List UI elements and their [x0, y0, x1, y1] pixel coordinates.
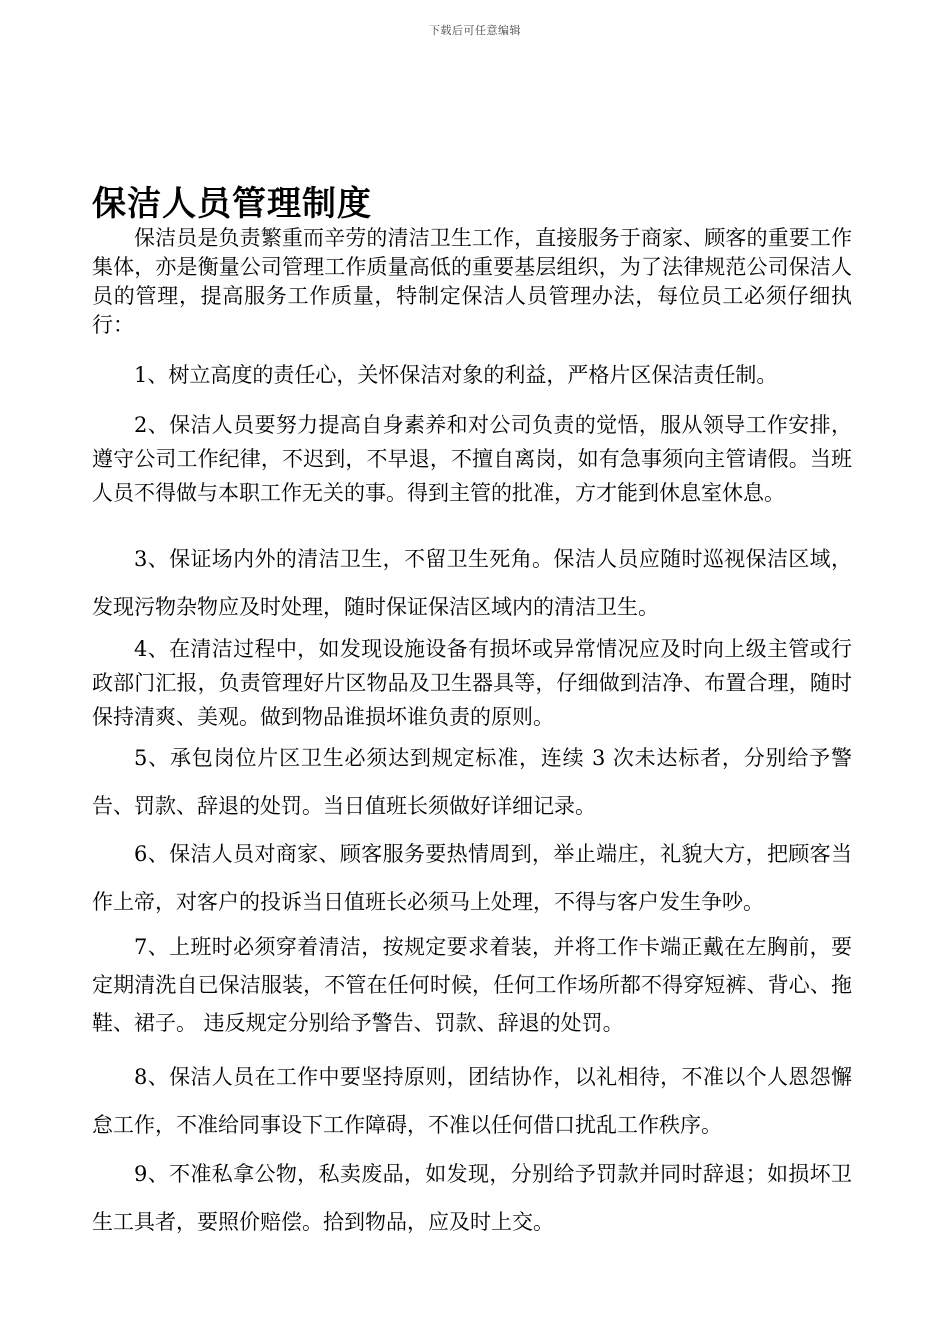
rule-item-8: 8、保洁人员在工作中要坚持原则，团结协作，以礼相待，不准以个人恩怨懈怠工作，不准给同事设下工作障碍，不准以任何借口扰乱工作秩序。: [92, 1065, 852, 1137]
document-title: 保洁人员管理制度: [92, 184, 372, 224]
rule-item-3: 3、保证场内外的清洁卫生，不留卫生死角。保洁人员应随时巡视保洁区域，发现污物杂物应及时处理，随时保证保洁区域内的清洁卫生。: [92, 547, 852, 619]
rule-item-2: 2、保洁人员要努力提高自身素养和对公司负责的觉悟，服从领导工作安排，遵守公司工作纪律，不迟到，不早退，不擅自离岗，如有急事须向主管请假。当班人员不得做与本职工作无关的事。得到主管的批准，方才能到休息室休息。: [92, 413, 852, 505]
rule-item-9: 9、不准私拿公物，私卖废品，如发现，分别给予罚款并同时辞退；如损坏卫生工具者，要照价赔偿。拾到物品，应及时上交。: [92, 1162, 852, 1234]
page-header-note: 下载后可任意编辑: [429, 24, 521, 37]
rule-item-7: 7、上班时必须穿着清洁，按规定要求着装，并将工作卡端正戴在左胸前，要定期清洗自已保洁服装，不管在任何时候，任何工作场所都不得穿短裤、背心、拖鞋、裙子。 违反规定分别给予警告、罚款、辞退的处罚。: [92, 935, 852, 1035]
rule-item-1: 1、树立高度的责任心，关怀保洁对象的利益，严格片区保洁责任制。: [134, 363, 778, 387]
rule-item-6: 6、保洁人员对商家、顾客服务要热情周到，举止端庄，礼貌大方，把顾客当作上帝，对客户的投诉当日值班长必须马上处理，不得与客户发生争吵。: [92, 842, 852, 914]
intro-paragraph: 保洁员是负责繁重而辛劳的清洁卫生工作，直接服务于商家、顾客的重要工作集体，亦是衡量公司管理工作质量高低的重要基层组织，为了法律规范公司保洁人员的管理，提高服务工作质量，特制定保洁人员管理办法，每位员工必须仔细执行：: [92, 226, 852, 337]
rule-item-4: 4、在清洁过程中，如发现设施设备有损坏或异常情况应及时向上级主管或行政部门汇报，负责管理好片区物品及卫生器具等，仔细做到洁净、布置合理，随时保持清爽、美观。做到物品谁损坏谁负责的原则。: [92, 637, 852, 729]
rule-item-5: 5、承包岗位片区卫生必须达到规定标准，连续 3 次未达标者，分别给予警告、罚款、辞退的处罚。当日值班长须做好详细记录。: [92, 746, 852, 818]
